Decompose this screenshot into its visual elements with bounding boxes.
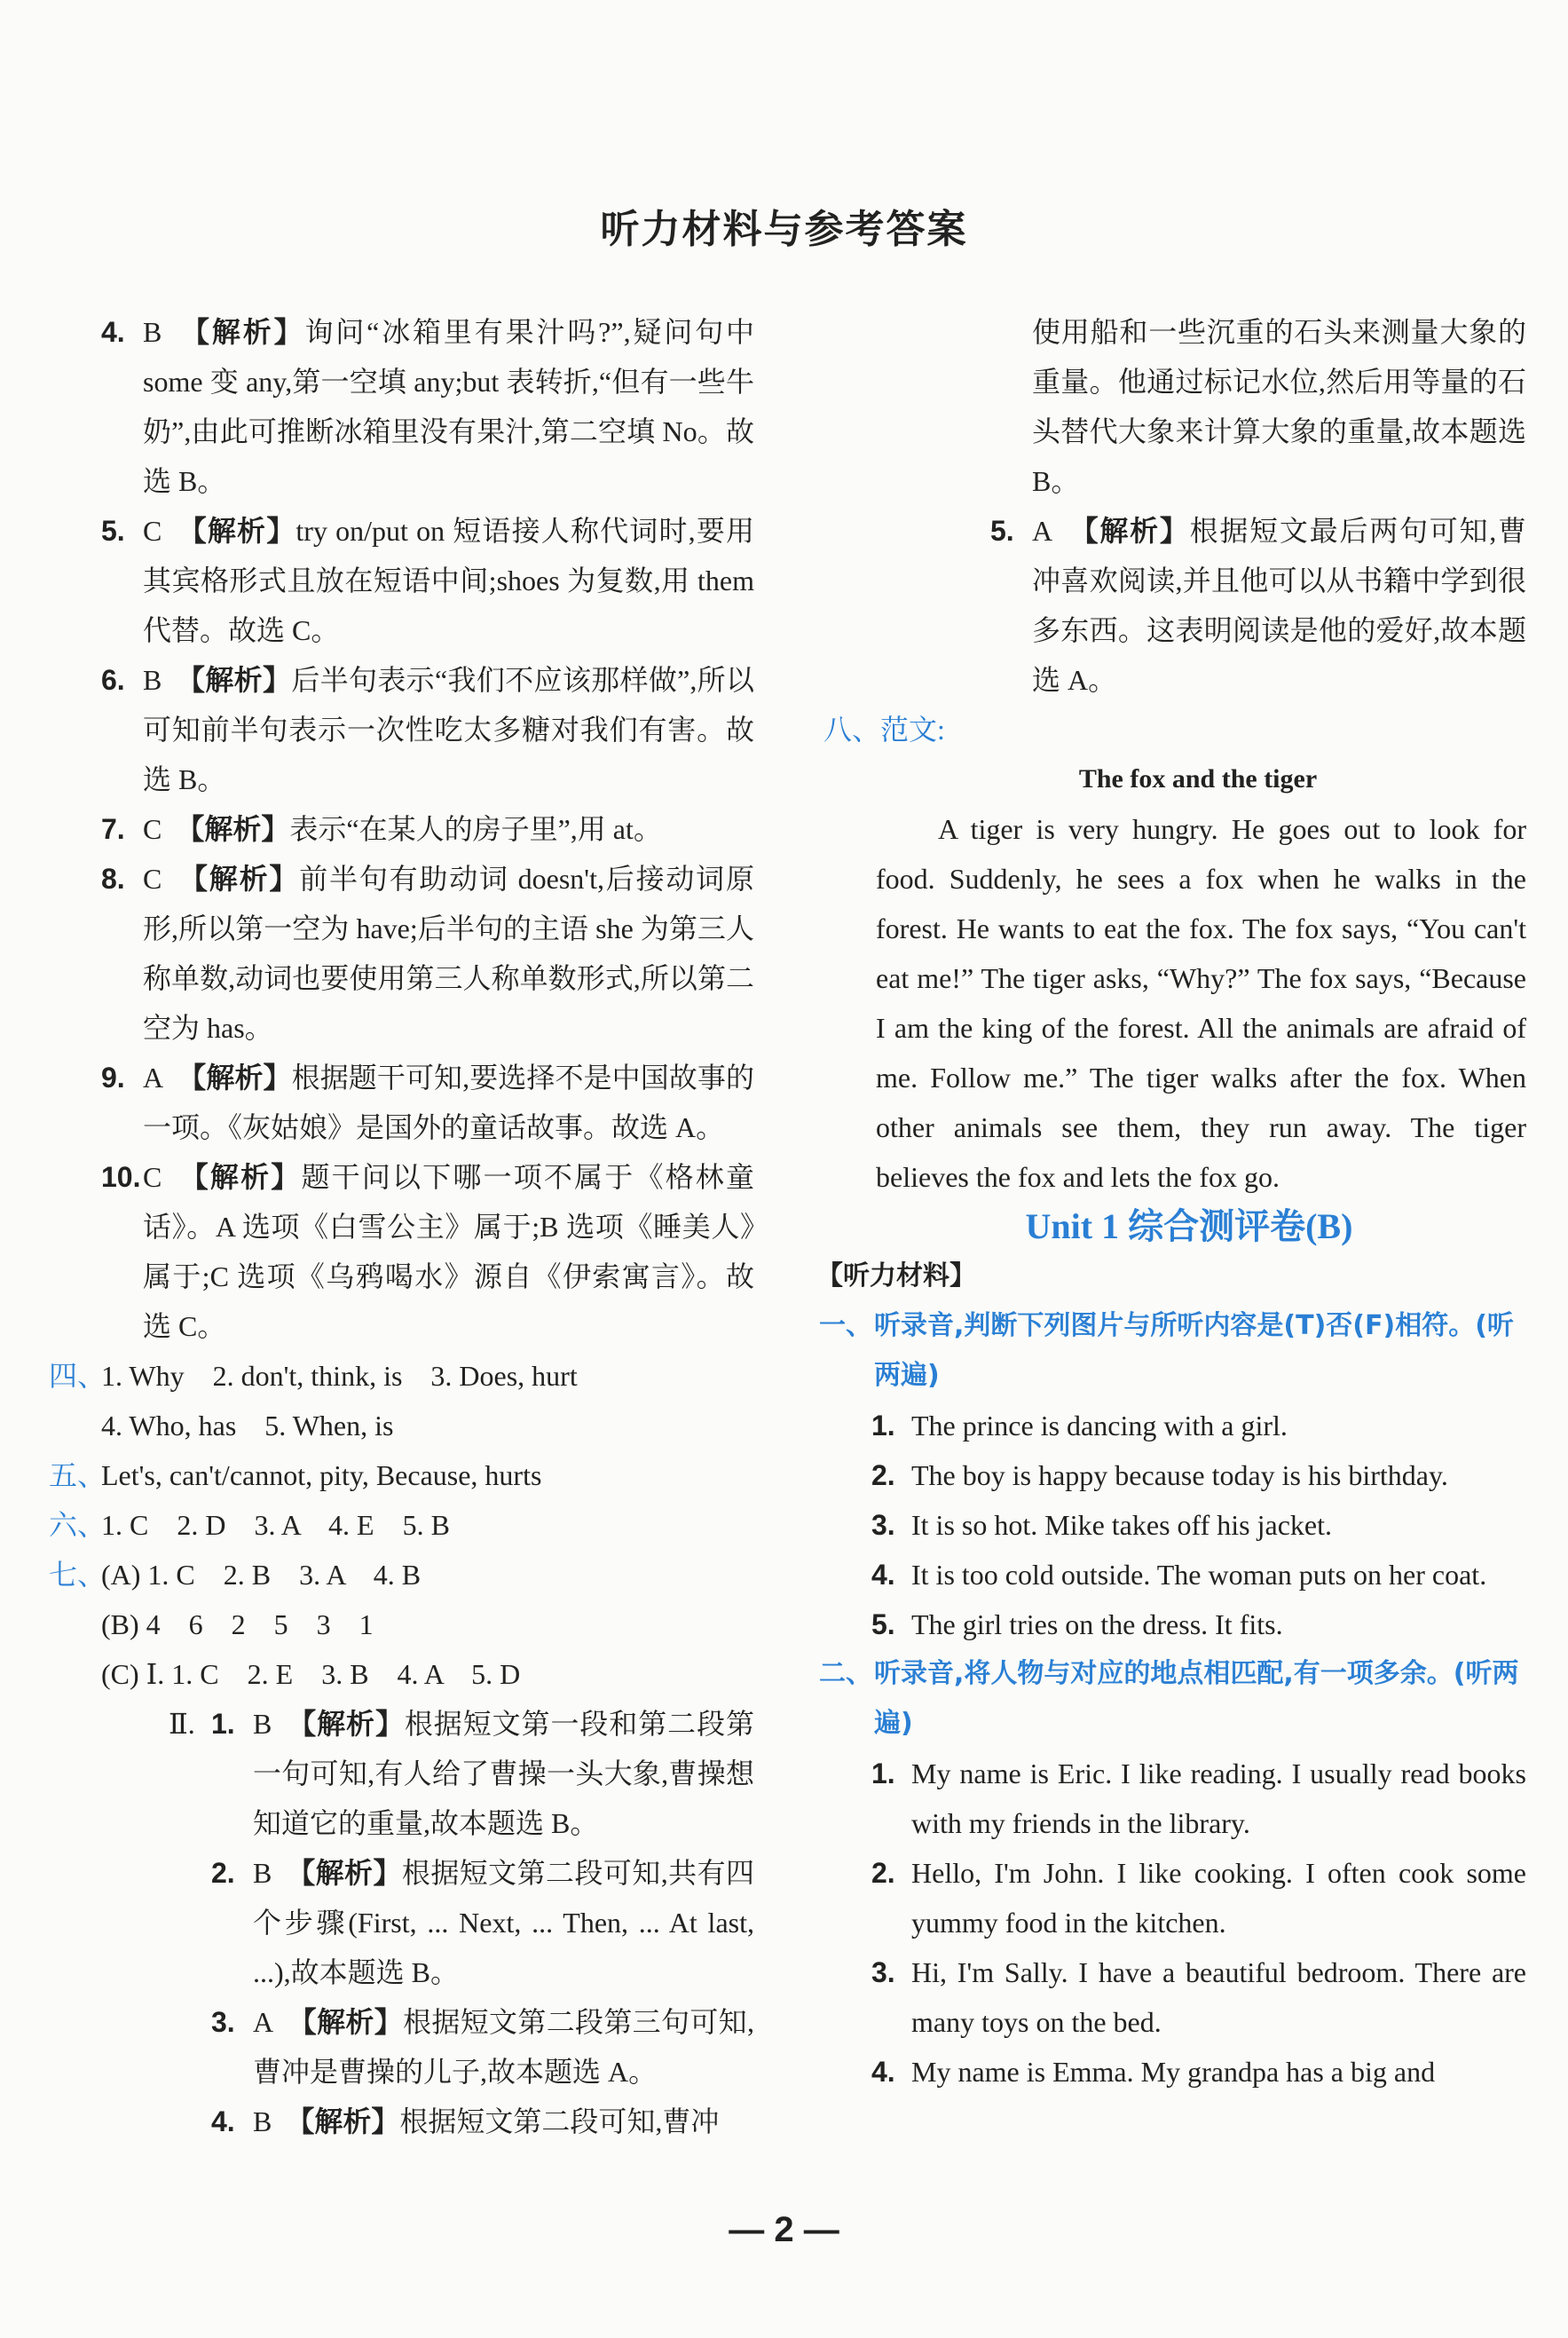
analysis-tag: 【解析】	[287, 1856, 402, 1890]
analysis-text: 表示“在某人的房子里”,用 at。	[289, 813, 662, 845]
answer-item	[49, 2097, 754, 2146]
right-column	[816, 307, 1526, 2097]
section-7c	[49, 1649, 754, 1699]
analysis-text: 根据短文第一段和第二段第一句可知,有人给了曹操一头大象,曹操想知道它的重量,故本题选 B。	[253, 1708, 754, 1839]
section-8-label: 八、范文:	[823, 714, 945, 746]
answer-item	[49, 1997, 754, 2097]
analysis-text: 根据短文最后两句可知,曹冲喜欢阅读,并且他可以从书籍中学到很多东西。这表明阅读是他的爱好,故本题选 A。	[1032, 515, 1526, 696]
item-number: 3.	[871, 1509, 895, 1541]
item-text: The girl tries on the dress. It fits.	[911, 1608, 1283, 1640]
question-text: 听录音,判断下列图片与所听内容是(T)否(F)相符。(听两遍)	[874, 1310, 1514, 1391]
item-number: 2.	[871, 1459, 895, 1491]
answer: C	[143, 863, 162, 895]
essay-title: The fox and the tiger	[1078, 764, 1318, 794]
page-title: 听力材料与参考答案	[600, 207, 968, 252]
answer-item	[49, 1053, 754, 1152]
item-number: 1.	[871, 1410, 895, 1442]
item-text: Hello, I'm John. I like cooking. I often cook some yummy food in the kitchen.	[911, 1857, 1526, 1939]
answers: Let's, can't/cannot, pity, Because, hurts	[101, 1459, 542, 1491]
answer-item	[816, 506, 1526, 705]
analysis-text: 根据短文第二段可知,曹冲	[399, 2105, 720, 2137]
listening-item	[816, 1599, 1526, 1649]
page-number: — 2 —	[729, 2210, 839, 2249]
analysis-tag: 【解析】	[1069, 514, 1190, 548]
analysis-tag: 【解析】	[177, 514, 296, 548]
answer-item	[49, 1152, 754, 1351]
item-number: 1.	[211, 1708, 235, 1740]
analysis-text: try on/put on 短语接人称代词时,要用其宾格形式且放在短语中间;shoes 为复数,用 them 代替。故选 C。	[143, 515, 754, 646]
analysis-text: 后半句表示“我们不应该那样做”,所以可知前半句表示一次性吃太多糖对我们有害。故选 B。	[143, 664, 754, 795]
item-number: 5.	[101, 515, 125, 547]
answers: 1. C 2. D 3. A 4. E 5. B	[101, 1509, 450, 1541]
answer: A	[143, 1062, 164, 1094]
analysis-tag: 【解析】	[176, 812, 290, 846]
question-2	[816, 1649, 1526, 1749]
item-number: 9.	[101, 1062, 125, 1094]
answer: B	[253, 1708, 272, 1740]
section-4-cont	[49, 1401, 754, 1450]
listening-item	[816, 1947, 1526, 2047]
left-column	[49, 307, 754, 2146]
item-text: Hi, I'm Sally. I have a beautiful bedroom. There are many toys on the bed.	[911, 1956, 1526, 2038]
answer: B	[253, 1857, 272, 1889]
analysis-tag: 【解析】	[178, 862, 300, 896]
item-number: 2.	[211, 1857, 235, 1889]
answers-b: (B) 4 6 2 5 3 1	[101, 1608, 374, 1640]
answer-item	[49, 506, 754, 655]
section-4	[49, 1351, 754, 1401]
essay-text: A tiger is very hungry. He goes out to look for food. Suddenly, he sees a fox when he walks in the forest. He wants to eat the fox. The fox says, “You can't eat me!” The tiger asks, “Why?” The fox says, “Because I am the king of the forest. All the animals are afraid of me. Follow me.” The tiger walks after the fox. When other animals see them, they run away. The tiger believes the fox and lets the fox go.	[876, 813, 1526, 1193]
question-text: 听录音,将人物与对应的地点相匹配,有一项多余。(听两遍)	[874, 1658, 1519, 1739]
item-text: It is too cold outside. The woman puts on her coat.	[911, 1559, 1487, 1591]
item-number: 8.	[101, 863, 125, 895]
answer-item	[49, 1699, 754, 1848]
answer-item	[49, 307, 754, 506]
question-label: 二、	[819, 1658, 872, 1689]
listening-item	[816, 1550, 1526, 1599]
listening-header: 【听力材料】	[816, 1260, 976, 1291]
answer: A	[1032, 515, 1053, 547]
answer: A	[253, 2006, 274, 2038]
section-7	[49, 1550, 754, 1599]
analysis-text: 根据题干可知,要选择不是中国故事的一项。《灰姑娘》是国外的童话故事。故选 A。	[143, 1062, 754, 1143]
analysis-text: 前半句有助动词 doesn't,后接动词原形,所以第一空为 have;后半句的主语 she 为第三人称单数,动词也要使用第三人称单数形式,所以第二空为 has。	[143, 863, 754, 1044]
item-number: 5.	[990, 515, 1014, 547]
item-text: My name is Eric. I like reading. I usually read books with my friends in the library.	[911, 1757, 1526, 1839]
item-number: 4.	[101, 316, 125, 348]
answer: C	[143, 515, 162, 547]
analysis-text: 询问“冰箱里有果汁吗?”,疑问句中some 变 any,第一空填 any;but 表转折,“但有一些牛奶”,由此可推断冰箱里没有果汁,第二空填 No。故选 B。	[143, 316, 754, 497]
answers: 4. Who, has 5. When, is	[101, 1410, 394, 1442]
unit-heading: Unit 1 综合测评卷(B)	[1025, 1206, 1353, 1246]
listening-item	[816, 1749, 1526, 1848]
analysis-tag: 【解析】	[288, 1707, 405, 1741]
item-text: My name is Emma. My grandpa has a big and	[911, 2056, 1436, 2088]
item-number: 4.	[871, 2056, 895, 2088]
answer-item	[49, 655, 754, 804]
answer-item	[49, 804, 754, 854]
item-number: 6.	[101, 664, 125, 696]
listening-item	[816, 1450, 1526, 1500]
answers-a: (A) 1. C 2. B 3. A 4. B	[101, 1559, 422, 1591]
analysis-text: 根据短文第二段第三句可知,曹冲是曹操的儿子,故本题选 A。	[253, 2006, 754, 2088]
analysis-tag: 【解析】	[179, 1160, 302, 1194]
analysis-tag: 【解析】	[177, 663, 292, 697]
item-text: The prince is dancing with a girl.	[911, 1410, 1288, 1442]
section-6	[49, 1500, 754, 1550]
question-label: 一、	[819, 1310, 872, 1341]
answer-item	[49, 854, 754, 1053]
answer: B	[143, 316, 162, 348]
answers-c: (C) Ⅰ. 1. C 2. E 3. B 4. A 5. D	[101, 1658, 521, 1690]
answer: B	[143, 664, 162, 696]
item-text: It is so hot. Mike takes off his jacket.	[911, 1509, 1332, 1541]
item-number: 3.	[871, 1956, 895, 1988]
item-number: 7.	[101, 813, 125, 845]
item-number: 3.	[211, 2006, 235, 2038]
listening-item	[816, 1848, 1526, 1947]
analysis-tag: 【解析】	[177, 1061, 292, 1094]
section-label: 七、	[49, 1559, 106, 1591]
item-text: The boy is happy because today is his birthday.	[911, 1459, 1448, 1491]
listening-item	[816, 2047, 1526, 2097]
item-number: 1.	[871, 1757, 895, 1789]
item-number: 4.	[871, 1559, 895, 1591]
section-label: 六、	[49, 1509, 106, 1541]
question-1	[816, 1301, 1526, 1401]
section-7b	[49, 1599, 754, 1649]
item-number: 10.	[101, 1161, 141, 1193]
analysis-text: 题干问以下哪一项不属于《格林童话》。A 选项《白雪公主》属于;B 选项《睡美人》属于;C 选项《乌鸦喝水》源自《伊索寓言》。故选 C。	[143, 1161, 754, 1342]
item-number: 2.	[871, 1857, 895, 1889]
section-label: 四、	[49, 1360, 106, 1392]
listening-item	[816, 1401, 1526, 1450]
item-number: 5.	[871, 1608, 895, 1640]
part-ii-label: Ⅱ.	[169, 1708, 195, 1740]
answer: B	[253, 2105, 272, 2137]
answer: C	[143, 813, 162, 845]
section-5	[49, 1450, 754, 1500]
continuation-text: 使用船和一些沉重的石头来测量大象的重量。他通过标记水位,然后用等量的石头替代大象来计算大象的重量,故本题选 B。	[1032, 316, 1526, 497]
analysis-tag: 【解析】	[181, 315, 305, 349]
item-number: 4.	[211, 2105, 235, 2137]
listening-item	[816, 1500, 1526, 1550]
answers: 1. Why 2. don't, think, is 3. Does, hurt	[101, 1360, 578, 1392]
answer: C	[143, 1161, 162, 1193]
analysis-text: 根据短文第二段可知,共有四个步骤(First, ... Next, ... Then, ... At last, ...),故本题选 B。	[253, 1857, 754, 1988]
section-label: 五、	[49, 1459, 106, 1491]
answer-item	[49, 1848, 754, 1997]
analysis-tag: 【解析】	[288, 2005, 404, 2039]
analysis-tag: 【解析】	[286, 2105, 400, 2138]
